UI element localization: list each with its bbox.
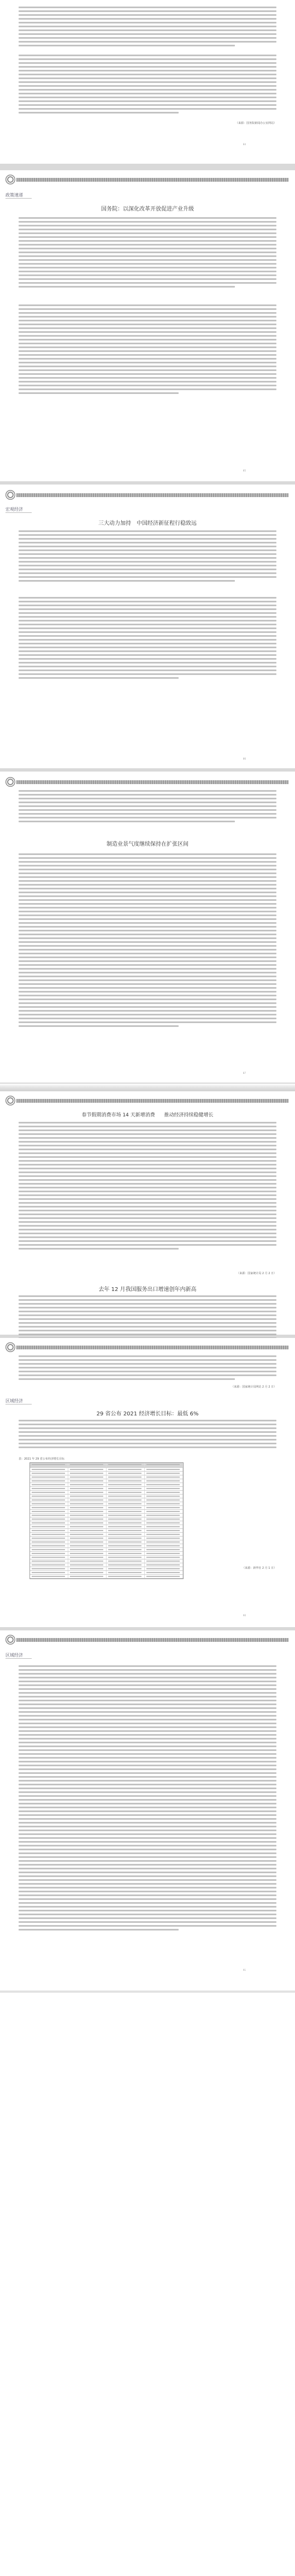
emblem-icon [5,1635,15,1645]
page-number: 85 [243,469,246,472]
body-text [19,7,276,49]
body-text [19,597,276,681]
section-label: 区域经济 [5,1398,23,1403]
body-text [19,1420,276,1450]
page-header [0,174,295,186]
body-text [19,1122,276,1252]
page-number: 84 [243,143,246,146]
page-7 [0,1630,295,2576]
article-title-left: 春节假期消费市场 14 天新增消费 [81,1113,155,1118]
page-header [0,1341,295,1353]
emblem-icon [5,490,15,500]
article-title-right: 推动经济持续稳健增长 [164,1113,214,1118]
article-title: 29 省公布 2021 经济增长目标：最低 6% [96,1411,199,1417]
emblem-icon [5,777,15,787]
section-label: 政策速递 [5,193,23,198]
source-note: （来源：新华社 2 月 1 日） [242,1567,276,1570]
page-1 [0,0,295,164]
page-3 [0,485,295,768]
article-title: 三大动力加持 中国经济新征程行稳致远 [98,521,197,527]
source-note: （来源：国家统计局 2 月 2 日） [237,1272,276,1275]
article-title [0,1111,295,1118]
emblem-icon [5,175,15,184]
section-label: 区域经济 [5,1653,23,1658]
page-divider [0,1991,295,1993]
header-band [16,493,288,497]
article-title: 制造业景气度继续保持在扩张区间 [107,841,188,847]
body-text [19,1355,276,1382]
table-caption: 表：2021 年 29 省公布经济增长目标 [19,1457,64,1461]
section-label: 宏观经济 [5,507,23,512]
body-text [19,1665,276,1933]
body-text [19,853,276,1029]
page-number: 87 [243,1072,246,1074]
body-text [19,790,276,824]
page-2 [0,170,295,481]
page-header [0,1634,295,1646]
page-divider [0,1084,295,1091]
emblem-icon [5,1342,15,1352]
header-band [16,1346,288,1349]
page-5 [0,1091,295,1335]
body-text [19,55,276,116]
growth-target-table [30,1462,184,1579]
article-title: 国务院：以深化改革开放促进产业升级 [101,206,194,212]
page-6 [0,1338,295,1627]
emblem-icon [5,1096,15,1105]
body-text [19,530,276,584]
body-text [19,304,276,396]
header-band [16,178,288,182]
page-4 [0,772,295,1083]
page-header [0,489,295,501]
article-title: 去年 12 月我国服务出口增速创年内新高 [98,1287,197,1293]
body-text [19,217,276,290]
header-band [16,1099,288,1103]
page-header [0,776,295,788]
source-note: （来源：国家统计局网站 2 月 2 日） [231,1385,276,1389]
page-number: 91 [243,1969,246,1971]
header-band [16,780,288,784]
header-band [16,1638,288,1642]
page-number: 86 [243,757,246,760]
source-note: （来源：国务院新闻办公室网站） [235,122,276,125]
page-number: 90 [243,1614,246,1617]
page-header [0,1095,295,1107]
